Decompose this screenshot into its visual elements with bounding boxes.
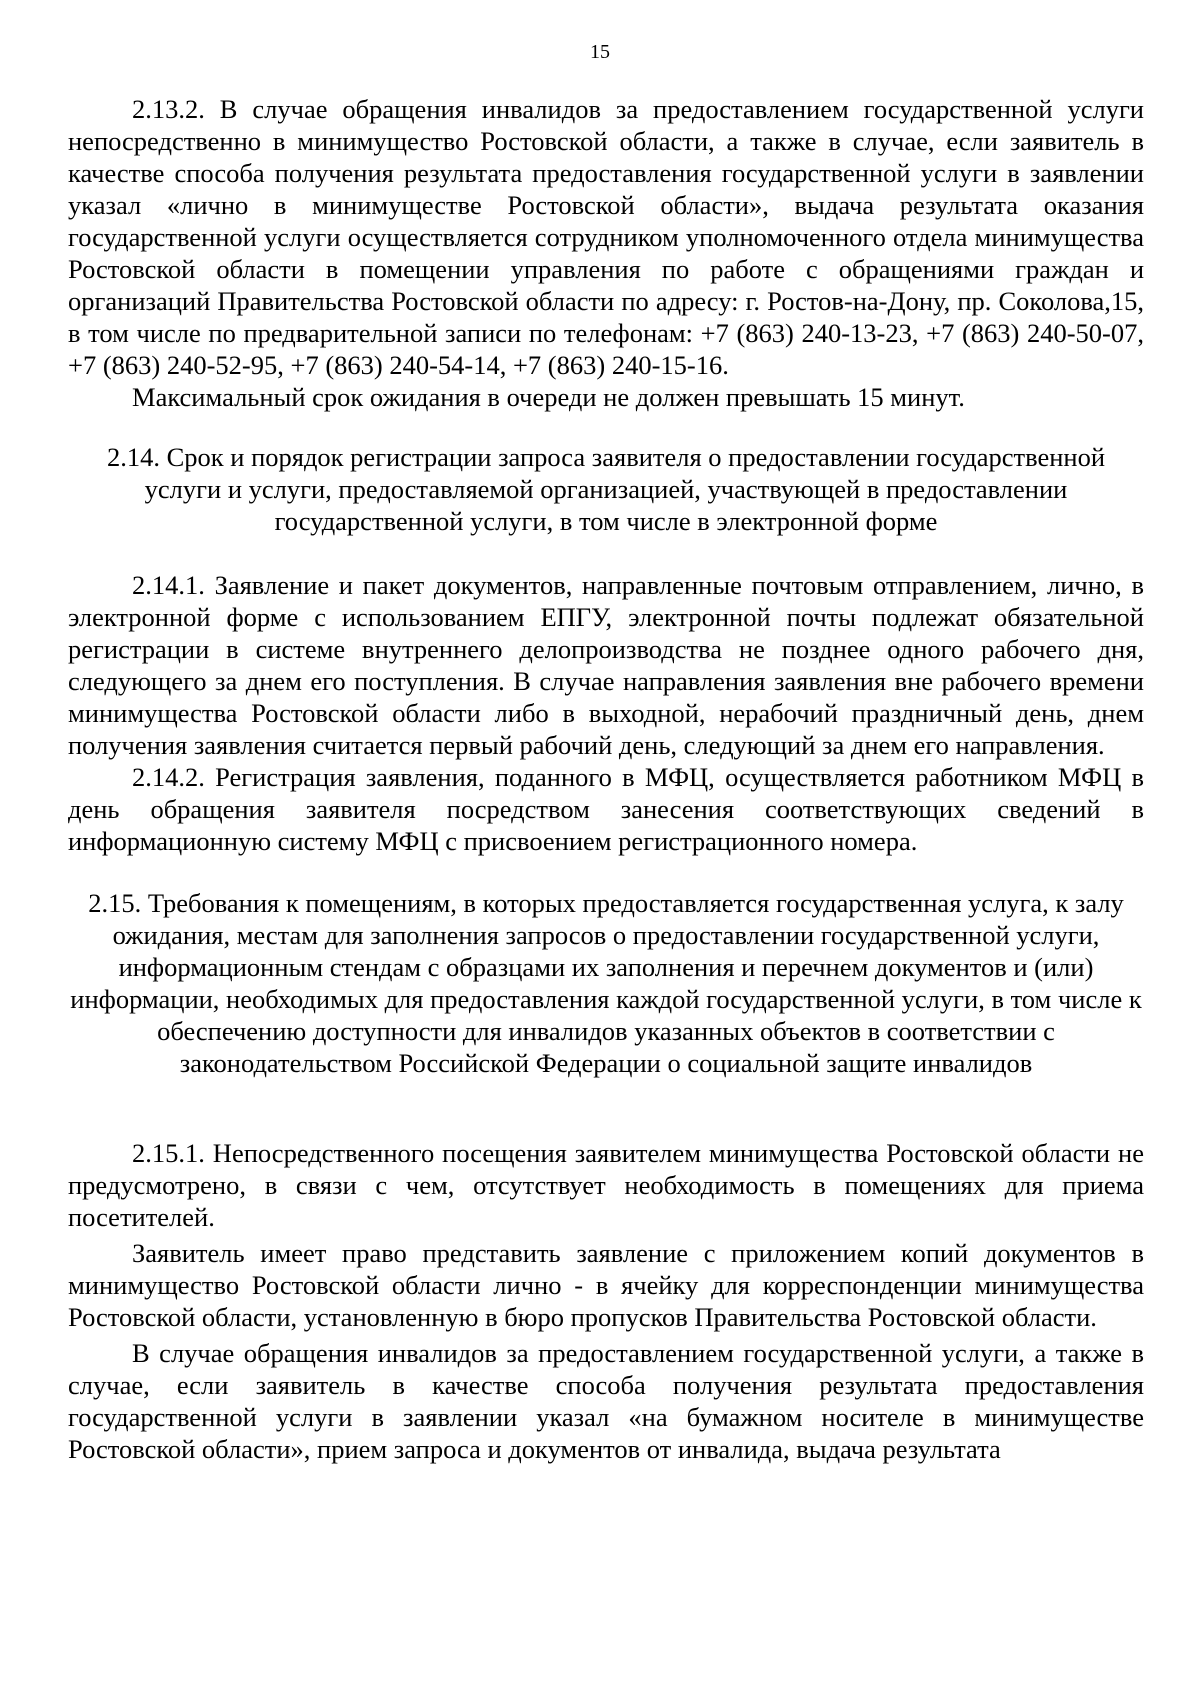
page-number: 15 xyxy=(590,41,610,63)
paragraph-applicant-right: Заявитель имеет право представить заявление с приложением копий документов в минимущество Ростовской области лично - в ячейку для корреспонденции минимущества Ростовской области, установленную в бюро пропусков Правительства Ростовской области. xyxy=(68,1238,1144,1332)
paragraph-max-wait: Максимальный срок ожидания в очереди не должен превышать 15 минут. xyxy=(132,382,965,412)
spacer xyxy=(68,413,1144,441)
spacer xyxy=(68,537,1144,569)
document-body xyxy=(68,93,1144,1465)
spacer xyxy=(68,1079,1144,1137)
paragraph-2-14-1: 2.14.1. Заявление и пакет документов, направленные почтовым отправлением, лично, в электронной форме с использованием ЕПГУ, электронной почты подлежат обязательной регистрации в системе внутреннего делопроизводства не позднее одного рабочего дня, следующего за днем его поступления. В случае направления заявления вне рабочего времени минимущества Ростовской области либо в выходной, нерабочий праздничный день, днем получения заявления считается первый рабочий день, следующий за днем его направления. xyxy=(68,570,1144,760)
paragraph-2-14-2: 2.14.2. Регистрация заявления, поданного в МФЦ, осуществляется работником МФЦ в день обращения заявителя посредством занесения соответствующих сведений в информационную систему МФЦ с присвоением регистрационного номера. xyxy=(68,762,1144,856)
paragraph-2-13-2: 2.13.2. В случае обращения инвалидов за предоставлением государственной услуги непосредственно в минимущество Ростовской области, а также в случае, если заявитель в качестве способа получения результата предоставления государственной услуги в заявлении указал «лично в минимуществе Ростовской области», выдача результата оказания государственной услуги осуществляется сотрудником уполномоченного отдела минимущества Ростовской области в помещении управления по работе с обращениями граждан и организаций Правительства Ростовской области по адресу: г. Ростов-на-Дону, пр. Соколова,15, в том числе по предварительной записи по телефонам: +7 (863) 240-13-23, +7 (863) 240-50-07, +7 (863) 240-52-95, +7 (863) 240-54-14, +7 (863) 240-15-16. xyxy=(68,94,1144,380)
paragraph-disabled-persons: В случае обращения инвалидов за предоставлением государственной услуги, а также в случае, если заявитель в качестве способа получения результата предоставления государственной услуги в заявлении указал «на бумажном носителе в минимуществе Ростовской области», прием запроса и документов от инвалида, выдача результата xyxy=(68,1338,1144,1464)
paragraph-2-15-1: 2.15.1. Непосредственного посещения заявителем минимущества Ростовской области не предусмотрено, в связи с чем, отсутствует необходимость в помещениях для приема посетителей. xyxy=(68,1138,1144,1232)
section-heading-2-15: 2.15. Требования к помещениям, в которых предоставляется государственная услуга, к залу ожидания, местам для заполнения запросов о предоставлении государственной услуги, информационным стендам с образцами их заполнения и перечнем документов и (или) информации, необходимых для предоставления каждой государственной услуги, в том числе к обеспечению доступности для инвалидов указанных объектов в соответствии с законодательством Российской Федерации о социальной защите инвалидов xyxy=(70,888,1142,1078)
spacer xyxy=(68,857,1144,887)
section-heading-2-14: 2.14. Срок и порядок регистрации запроса заявителя о предоставлении государственной услуги и услуги, предоставляемой организацией, участвующей в предоставлении государственной услуги, в том числе в электронной форме xyxy=(106,442,1106,536)
